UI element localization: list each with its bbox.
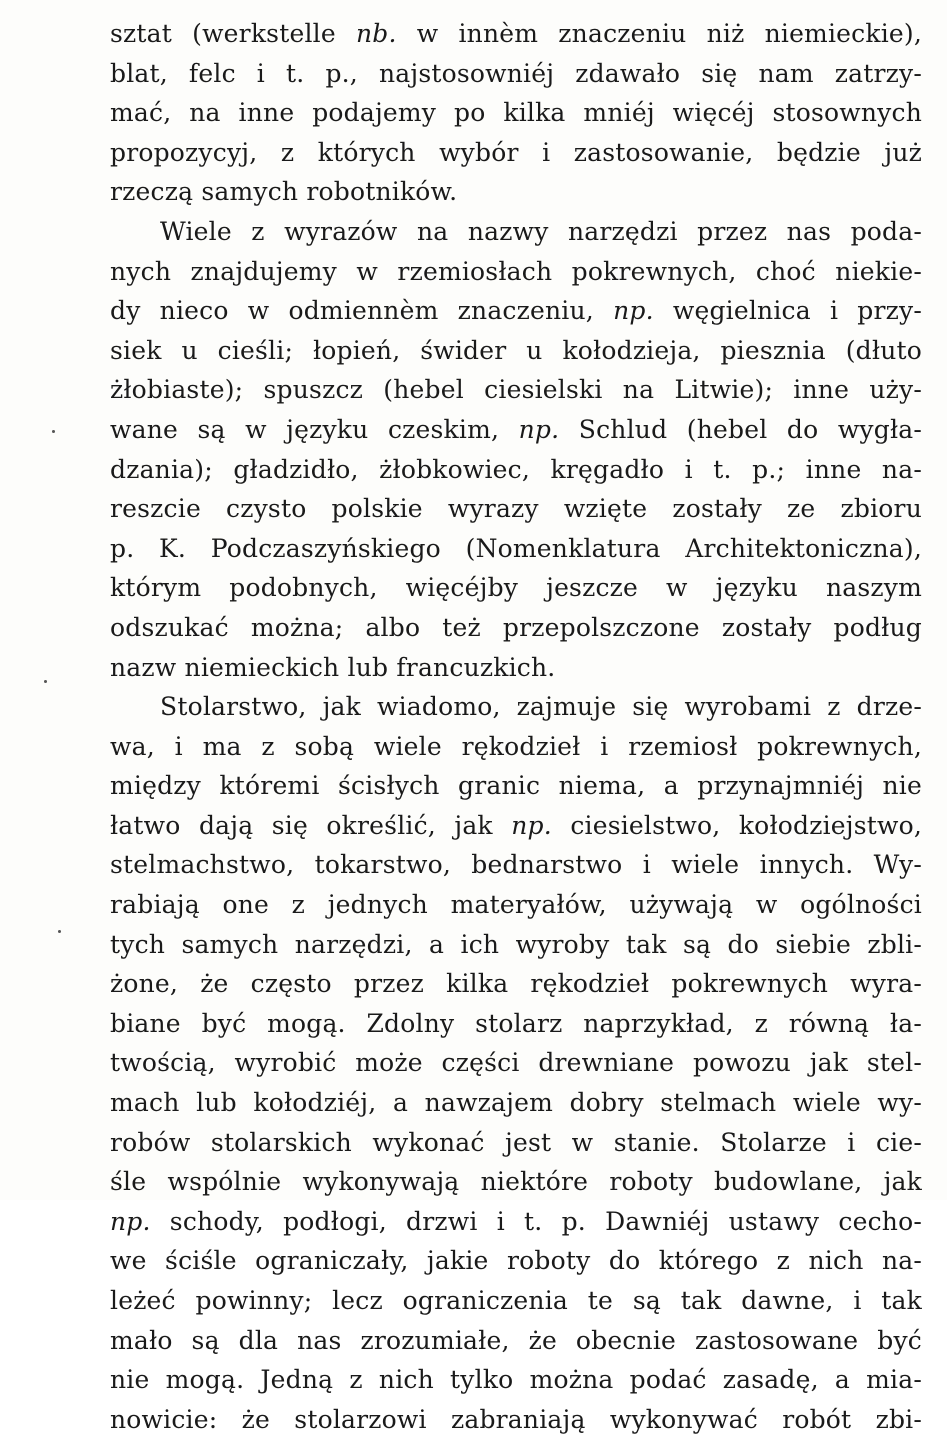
text-line (110, 568, 922, 608)
text-segment: robów stolarskich wykonać jest w stanie. Stolarze i cie- (110, 1127, 922, 1157)
italic-abbreviation: nb. (355, 19, 397, 48)
text-segment: Wiele z wyrazów na nazwy narzędzi przez nas poda- (160, 216, 922, 246)
text-segment: wane są w języku czeskim, (110, 414, 519, 444)
text-segment: między któremi ścisłych granic niema, a przynajmniéj nie (110, 771, 922, 801)
text-line (110, 133, 922, 173)
text-segment: węgielnica i przy- (653, 296, 922, 326)
italic-abbreviation: np. (511, 810, 552, 840)
text-line (110, 1360, 922, 1400)
text-line (110, 529, 922, 569)
text-segment: sztat (werkstelle (110, 19, 356, 48)
text-line (110, 1281, 922, 1321)
text-line (110, 766, 922, 806)
text-line (110, 1400, 922, 1439)
text-line (110, 172, 922, 212)
text-line (110, 212, 922, 252)
text-segment: żone, że często przez kilka rękodzieł pokrewnych wyra- (110, 969, 922, 999)
text-segment: reszcie czysto polskie wyrazy wzięte zostały ze zbioru (110, 494, 922, 524)
text-line (110, 1004, 922, 1044)
text-line (110, 410, 922, 450)
text-segment: Stolarstwo, jak wiadomo, zajmuje się wyrobami z drze- (160, 692, 922, 722)
text-line (110, 331, 922, 371)
text-segment: mach lub kołodziéj, a nawzajem dobry stelmach wiele wy- (110, 1088, 922, 1118)
text-segment: którym podobnych, więcéjby jeszcze w języku naszym (110, 573, 922, 603)
margin-speck (52, 430, 55, 433)
text-segment: siek u cieśli; łopień, świder u kołodzieja, piesznia (dłuto (110, 335, 922, 365)
text-line (110, 964, 922, 1004)
text-segment: rabiają one z jednych materyałów, używają w ogólności (110, 890, 922, 920)
text-line (110, 1043, 922, 1083)
italic-abbreviation: np. (518, 414, 560, 444)
text-segment: w innèm znaczeniu niż niemieckie), (396, 19, 922, 48)
italic-abbreviation: np. (110, 1206, 151, 1236)
margin-speck (58, 930, 61, 933)
text-line (110, 648, 922, 688)
text-line (110, 1162, 922, 1202)
text-segment: leżeć powinny; lecz ograniczenia te są tak dawne, i tak (110, 1286, 922, 1315)
text-segment: śle wspólnie wykonywają niektóre roboty budowlane, jak (110, 1167, 922, 1197)
text-line (110, 608, 922, 648)
text-segment: stelmachstwo, tokarstwo, bednarstwo i wiele innych. Wy- (110, 850, 922, 880)
text-line (110, 489, 922, 529)
text-line (110, 14, 922, 54)
text-line (110, 687, 922, 727)
italic-abbreviation: np. (613, 296, 654, 326)
text-segment: we ściśle ograniczały, jakie roboty do którego z nich na- (110, 1246, 922, 1276)
text-line (110, 1083, 922, 1123)
text-segment: dy nieco w odmiennèm znaczeniu, (110, 296, 614, 326)
text-line (110, 252, 922, 292)
text-segment: tych samych narzędzi, a ich wyroby tak są do siebie zbli- (110, 929, 922, 959)
text-segment: nazw niemieckich lub francuzkich. (110, 652, 556, 682)
text-line (110, 806, 922, 846)
text-segment: łatwo dają się określić, jak (110, 810, 512, 840)
text-segment: twością, wyrobić może części drewniane powozu jak stel- (110, 1048, 922, 1078)
margin-speck (44, 680, 47, 683)
text-segment: nowicie: że stolarzowi zabraniają wykonywać robót zbi- (110, 1404, 922, 1434)
text-segment: mać, na inne podajemy po kilka mniéj więcéj stosownych (110, 98, 922, 128)
text-segment: nych znajdujemy w rzemiosłach pokrewnych, choć niekie- (110, 256, 922, 286)
text-segment: rzeczą samych robotników. (110, 177, 458, 207)
text-segment: biane być mogą. Zdolny stolarz naprzykład, z równą ła- (110, 1008, 922, 1038)
text-line (110, 885, 922, 925)
text-line (110, 1241, 922, 1281)
text-line (110, 370, 922, 410)
text-line (110, 1321, 922, 1361)
text-line (110, 450, 922, 490)
text-line (110, 291, 922, 331)
text-segment: propozycyj, z których wybór i zastosowanie, będzie już (110, 137, 922, 167)
text-segment: ciesielstwo, kołodziejstwo, (551, 810, 922, 840)
text-line (110, 54, 922, 94)
text-line (110, 727, 922, 767)
text-segment: żłobiaste); spuszcz (hebel ciesielski na Litwie); inne uży- (110, 375, 922, 405)
text-line (110, 93, 922, 133)
text-segment: Schlud (hebel do wygła- (559, 414, 923, 444)
text-line (110, 925, 922, 965)
text-line (110, 1123, 922, 1163)
text-segment: schody, podłogi, drzwi i t. p. Dawniéj ustawy cecho- (150, 1206, 922, 1236)
body-text (110, 14, 922, 1439)
text-segment: nie mogą. Jedną z nich tylko można podać zasadę, a mia- (110, 1365, 922, 1395)
text-segment: blat, felc i t. p., najstosowniéj zdawało się nam zatrzy- (110, 58, 922, 88)
text-segment: odszukać można; albo też przepolszczone zostały podług (110, 612, 922, 642)
text-line (110, 1202, 922, 1242)
text-segment: dzania); gładzidło, żłobkowiec, kręgadło i t. p.; inne na- (110, 454, 922, 484)
text-segment: wa, i ma z sobą wiele rękodzieł i rzemiosł pokrewnych, (110, 731, 922, 761)
text-segment: p. K. Podczaszyńskiego (Nomenklatura Architektoniczna), (110, 533, 922, 563)
text-segment: mało są dla nas zrozumiałe, że obecnie zastosowane być (110, 1325, 922, 1355)
text-line (110, 845, 922, 885)
